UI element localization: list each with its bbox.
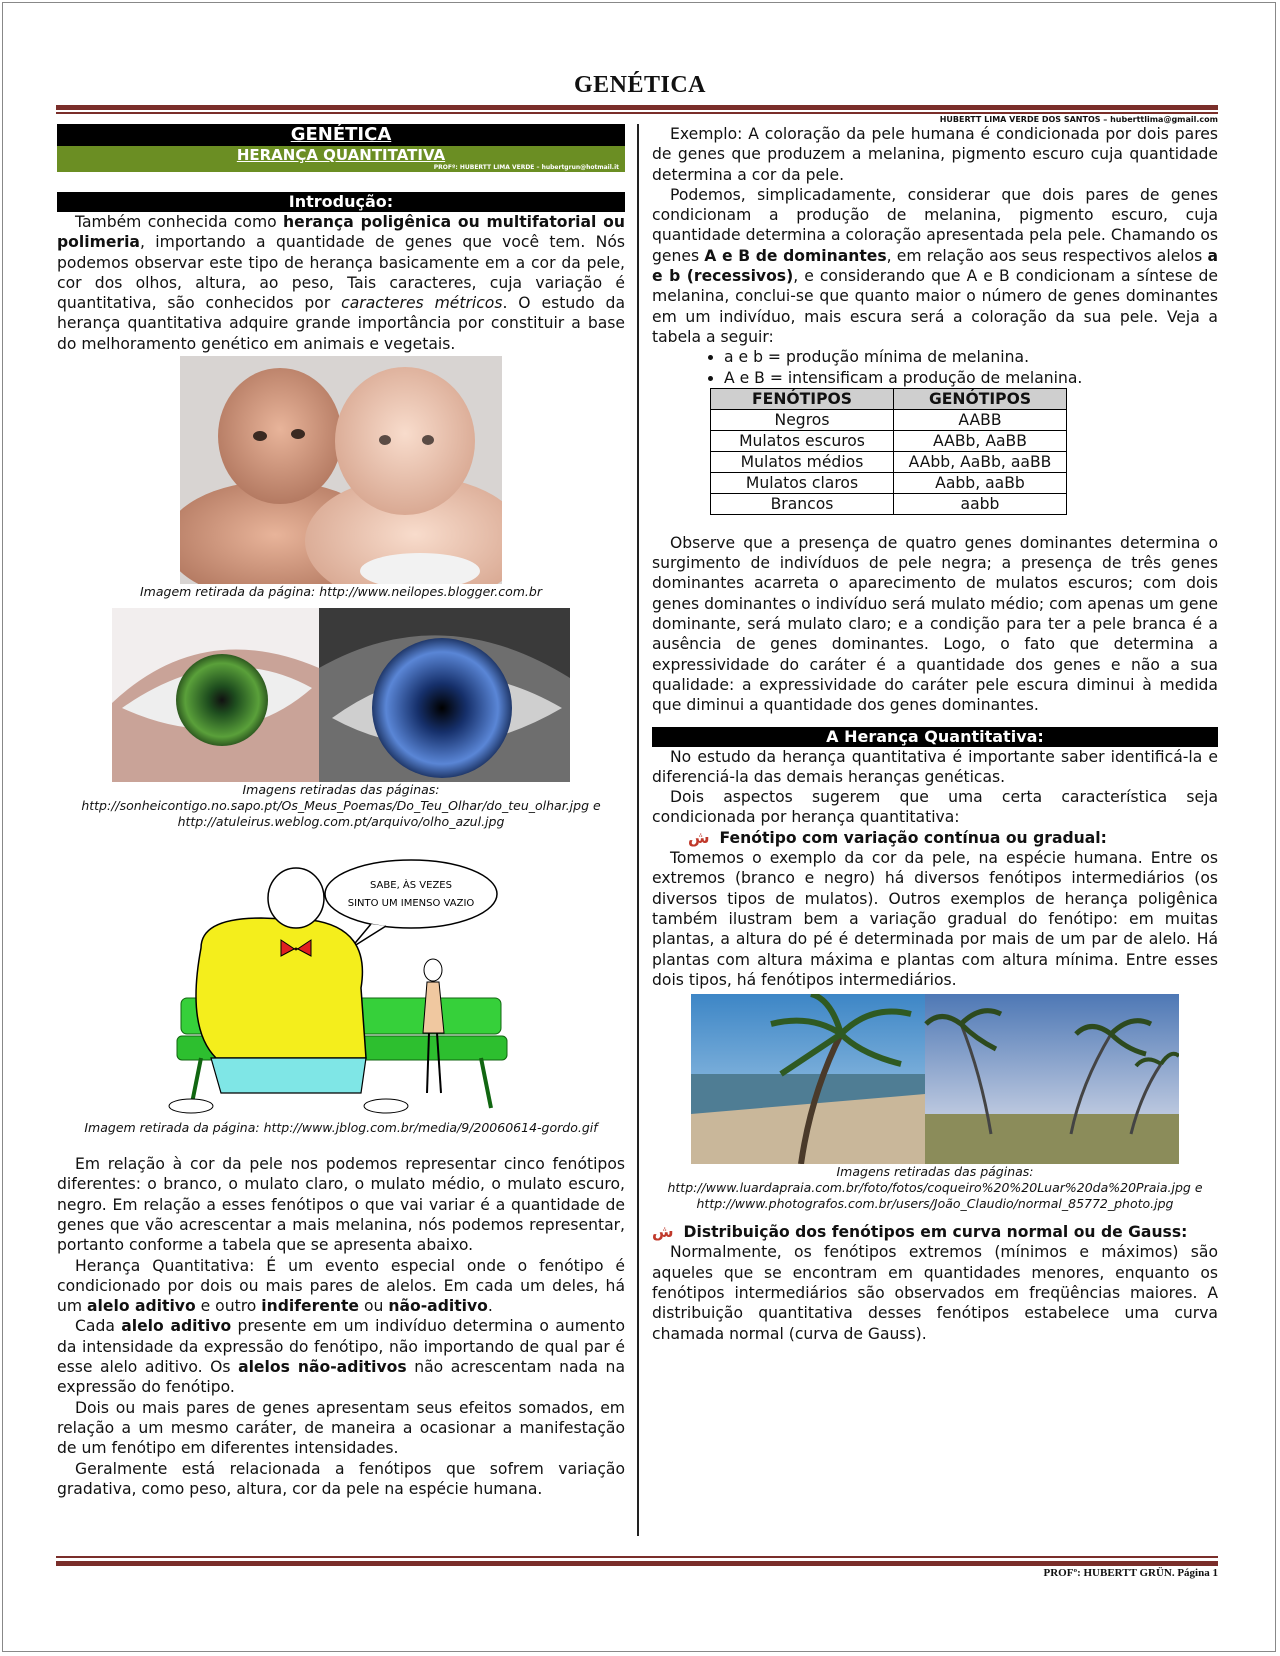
cartoon-bubble-line2: SINTO UM IMENSO VAZIO <box>347 898 475 910</box>
footer-page-number: PROFº: HUBERTT GRÜN. Página 1 <box>1043 1567 1218 1579</box>
bullet-item: • a e b = produção mínima de melanina. <box>724 347 1218 367</box>
header-rule-thin <box>56 112 1218 114</box>
paragraph-podemos: Podemos, simplicadamente, considerar que dois pares de genes condicionam a produção de melanina, pigmento escuro, cuja quantidade determina a coloração apresentada pela pele. Chamando os genes A e B de dominantes, em relação aos seus respectivos alelos a e b (recessivos), e considerando que A e B condicionam a síntese de melanina, conclui-se que quanto maior o número de genes dominantes em um indivíduo, mais escura será a coloração da sua pele. Veja a tabela a seguir: <box>652 185 1218 346</box>
table-header: FENÓTIPOS <box>711 388 894 409</box>
bullet-list <box>652 347 1218 388</box>
paragraph-normalmente: Normalmente, os fenótipos extremos (mínimos e máximos) são aqueles que se encontram em quantidades menores, enquanto os fenótipos intermediários são observados em freqüências maiores. A distribuição quantitativa desses fenótipos estabelece uma curva chamada normal (curva de Gauss). <box>652 1243 1218 1343</box>
footer-rule-thin <box>56 1556 1218 1558</box>
caption-palms-3: http://www.photografos.com.br/users/João_Claudio/normal_85772_photo.jpg <box>696 1196 1174 1212</box>
palm-trees-photo <box>691 994 1179 1164</box>
table-row: Negros AABB <box>711 409 1067 430</box>
caption-babies: Imagem retirada da página: http://www.neilopes.blogger.com.br <box>140 584 542 600</box>
column-divider <box>637 124 639 1536</box>
table-header: GENÓTIPOS <box>894 388 1067 409</box>
table-row: Mulatos escuros AABb, AaBB <box>711 430 1067 451</box>
subheading-fenotipo: ش Fenótipo com variação contínua ou gradual: <box>688 828 1107 847</box>
caption-eyes-3: http://atuleirus.weblog.com.pt/arquivo/olho_azul.jpg <box>177 814 505 830</box>
caption-cartoon: Imagem retirada da página: http://www.jblog.com.br/media/9/20060614-gordo.gif <box>84 1120 598 1136</box>
paragraph-dois-pares: Dois ou mais pares de genes apresentam seus efeitos somados, em relação a um mesmo caráter, de maneira a ocasionar a manifestação de um fenótipo em diferentes intensidades. <box>57 1398 625 1458</box>
document-title: GENÉTICA <box>573 72 707 98</box>
marker-icon: ش <box>688 828 710 847</box>
caption-eyes-1: Imagens retiradas das páginas: <box>242 782 440 798</box>
table-row: Mulatos claros Aabb, aaBb <box>711 472 1067 493</box>
paragraph-geralmente: Geralmente está relacionada a fenótipos que sofrem variação gradativa, como peso, altura, cor da pele na espécie humana. <box>57 1459 625 1498</box>
paragraph-heranca-quantitativa: Herança Quantitativa: É um evento especial onde o fenótipo é condicionado por dois ou mais pares de alelos. Em cada um deles, há um alelo aditivo e outro indiferente ou não-aditivo. <box>57 1256 625 1316</box>
author-line: HUBERTT LIMA VERDE DOS SANTOS – huberttlima@gmail.com <box>939 115 1218 124</box>
cartoon-image <box>161 858 521 1120</box>
paragraph-tomemos: Tomemos o exemplo da cor da pele, na espécie humana. Entre os extremos (branco e negro) há diversos fenótipos intermediários (os diversos tipos de mulatos). Outros exemplos de herança poligênica também ilustram bem a variação gradual do fenótipo: em muitas plantas, a altura do pé é determinada por mais de um par de alelo. Há plantas com altura máxima e plantas com altura mínima. Entre esses dois tipos, há fenótipos intermediários. <box>652 849 1218 989</box>
right-column <box>652 124 1218 1344</box>
caption-palms-2: http://www.luardapraia.com.br/foto/fotos/coqueiro%20%20Luar%20da%20Praia.jpg e <box>667 1180 1203 1196</box>
banner-title: GENÉTICA <box>57 124 625 146</box>
phenotype-table <box>710 388 1067 515</box>
paragraph-dois-aspectos: Dois aspectos sugerem que uma certa característica seja condicionada por herança quantitativa: <box>652 788 1218 827</box>
footer-rule <box>56 1561 1218 1566</box>
paragraph-exemplo: Exemplo: A coloração da pele humana é condicionada por dois pares de genes que produzem a melanina, pigmento escuro cuja quantidade determina a cor da pele. <box>652 125 1218 184</box>
table-row: Mulatos médios AAbb, AaBb, aaBB <box>711 451 1067 472</box>
paragraph-no-estudo: No estudo da herança quantitativa é importante saber identificá-la e diferenciá-la das demais heranças genéticas. <box>652 747 1218 786</box>
caption-palms-1: Imagens retiradas das páginas: <box>836 1164 1034 1180</box>
paragraph-cinco-fenotipos: Em relação à cor da pele nos podemos representar cinco fenótipos diferentes: o branco, o mulato claro, o mulato médio, o mulato escuro, negro. Em relação a esses fenótipos o que vai variar é a quantidade de genes que vão acrescentar a mais melanina, nós podemos representar, portanto conforme a tabela que se apresenta abaixo. <box>57 1155 625 1255</box>
intro-heading: Introdução: <box>57 192 625 212</box>
intro-paragraph: Também conhecida como herança poligênica ou multifatorial ou polimeria, importando a quantidade de genes que você tem. Nós podemos observar este tipo de herança basicamente em a cor da pele, cor dos olhos, altura, ao peso, Tais caracteres, cuja variação é quantitativa, são conhecidos por caracteres métricos. O estudo da herança quantitativa adquire grande importância por constituir a base do melhoramento genético em animais e vegetais. <box>57 213 625 353</box>
babies-photo <box>180 356 502 584</box>
cartoon-bubble-line1: SABE, ÀS VEZES <box>370 880 452 892</box>
banner-subtitle: HERANÇA QUANTITATIVA <box>57 146 625 164</box>
subheading-gauss: ش Distribuição dos fenótipos em curva normal ou de Gauss: <box>652 1223 1188 1242</box>
paragraph-observe: Observe que a presença de quatro genes dominantes determina o surgimento de indivíduos de pele negra; a presença de três genes dominantes acarreta o aparecimento de mulatos escuros; com dois genes dominantes o indivíduo será mulato médio; com apenas um gene dominante, será mulato claro; e a condição para ter a pele branca é a ausência de genes dominantes. Logo, o fato que determina a expressividade do caráter é a quantidade dos genes e não a sua qualidade: a expressividade do caráter pele escura diminui à medida que diminui a quantidade dos genes dominantes. <box>652 533 1218 715</box>
left-column <box>57 124 625 1499</box>
paragraph-alelo-aditivo: Cada alelo aditivo presente em um indivíduo determina o aumento da intensidade da expressão do fenótipo, não importando de qual par é esse alelo aditivo. Os alelos não-aditivos não acrescentam nada na expressão do fenótipo. <box>57 1317 626 1397</box>
bullet-item: • A e B = intensificam a produção de melanina. <box>724 368 1218 388</box>
banner-prof: PROFº: HUBERTT LIMA VERDE – hubertgrun@hotmail.it <box>57 164 625 172</box>
marker-icon: ش <box>652 1223 674 1242</box>
section-heading-heranca: A Herança Quantitativa: <box>652 727 1218 747</box>
caption-eyes-2: http://sonheicontigo.no.sapo.pt/Os_Meus_Poemas/Do_Teu_Olhar/do_teu_olhar.jpg e <box>81 798 601 814</box>
header-rule <box>56 105 1218 110</box>
table-row: Brancos aabb <box>711 493 1067 514</box>
eyes-photo <box>112 608 570 782</box>
